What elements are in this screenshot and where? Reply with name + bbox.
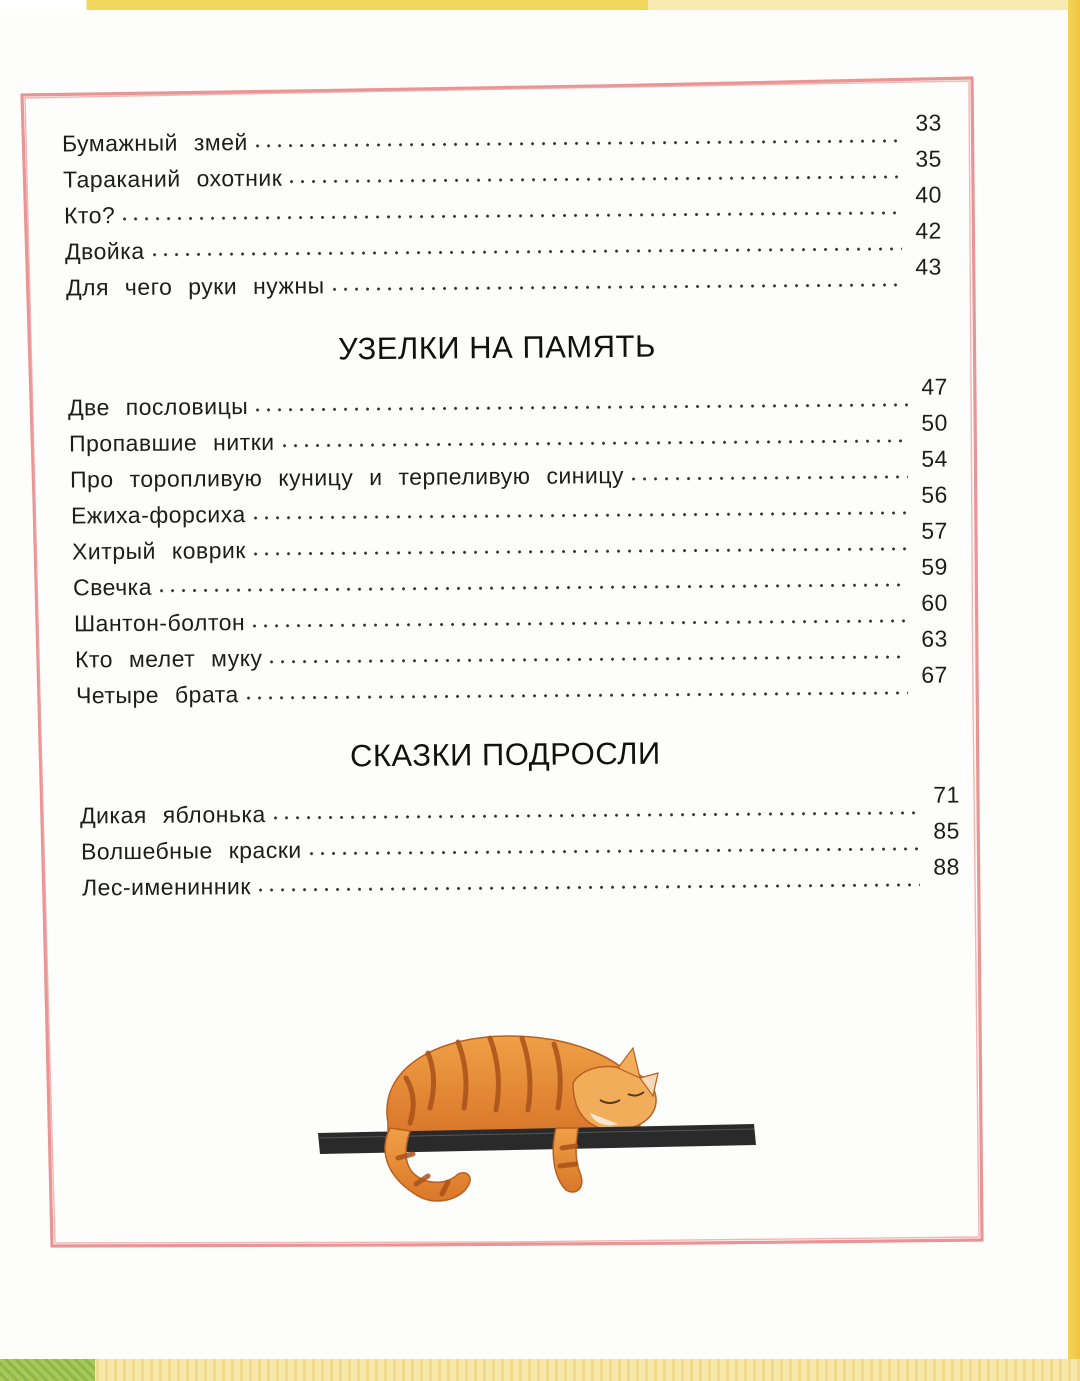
toc-entry-title: Две пословицы bbox=[67, 393, 249, 421]
toc-entry-title: Кто? bbox=[63, 202, 116, 229]
dot-leader bbox=[252, 402, 908, 413]
toc-entry-page: 56 bbox=[921, 481, 948, 508]
toc-entry-title: Бумажный змей bbox=[61, 128, 248, 157]
toc-entry-title: Ежиха-форсиха bbox=[70, 501, 246, 529]
dot-leader bbox=[255, 882, 920, 893]
toc-entry-title: Двойка bbox=[64, 237, 145, 265]
toc-entry[interactable] bbox=[75, 661, 948, 710]
dot-leader bbox=[250, 546, 908, 557]
dot-leader bbox=[156, 582, 908, 594]
toc-section-1 bbox=[62, 102, 942, 302]
toc-entry-page: 35 bbox=[915, 145, 942, 172]
toc-entry-page: 71 bbox=[933, 781, 960, 808]
dot-leader bbox=[249, 618, 908, 629]
toc-entry[interactable] bbox=[64, 217, 942, 266]
toc-entry-page: 63 bbox=[921, 625, 948, 652]
toc-entry-title: Для чего руки нужны bbox=[65, 272, 325, 301]
toc-entry-title: Лес-именинник bbox=[81, 873, 251, 901]
dot-leader bbox=[266, 654, 908, 665]
toc-entry-page: 59 bbox=[921, 553, 948, 580]
toc-entry-title: Четыре брата bbox=[75, 681, 239, 709]
dot-leader bbox=[243, 690, 908, 701]
toc-entry[interactable] bbox=[80, 817, 960, 866]
toc-entry-title: Дикая яблонька bbox=[79, 800, 266, 829]
dot-leader bbox=[119, 210, 902, 222]
section-heading: СКАЗКИ ПОДРОСЛИ bbox=[349, 735, 661, 774]
toc-entry-title: Волшебные краски bbox=[80, 836, 302, 865]
dot-leader bbox=[149, 246, 902, 258]
toc-entry-title: Кто мелет муку bbox=[74, 644, 263, 673]
toc-entry-title: Шантон-болтон bbox=[73, 609, 246, 637]
toc-entry-page: 85 bbox=[933, 817, 960, 844]
dot-leader bbox=[306, 846, 920, 857]
toc-entry[interactable] bbox=[68, 409, 948, 458]
toc-entry-title: Тараканий охотник bbox=[62, 164, 283, 193]
dot-leader bbox=[270, 810, 920, 821]
toc-section-3 bbox=[80, 772, 960, 902]
toc-entry-title: Свечка bbox=[72, 573, 153, 601]
toc-entry-page: 47 bbox=[921, 373, 948, 400]
toc-entry[interactable] bbox=[81, 853, 960, 902]
toc-entry[interactable] bbox=[70, 481, 948, 530]
toc-entry-page: 60 bbox=[921, 589, 948, 616]
toc-entry-title: Хитрый коврик bbox=[71, 537, 246, 565]
toc-entry[interactable] bbox=[73, 589, 948, 638]
toc-section-2 bbox=[68, 364, 948, 724]
toc-entry-page: 43 bbox=[915, 253, 942, 280]
dot-leader bbox=[628, 474, 908, 482]
top-edge bbox=[0, 0, 1080, 10]
toc-entry-page: 33 bbox=[915, 109, 942, 136]
toc-entry[interactable] bbox=[74, 625, 948, 674]
toc-entry-page: 40 bbox=[915, 181, 942, 208]
toc-entry[interactable] bbox=[69, 445, 948, 494]
toc-entry[interactable] bbox=[67, 373, 948, 422]
toc-entry[interactable] bbox=[65, 253, 942, 302]
dot-leader bbox=[252, 138, 902, 149]
toc-entry[interactable] bbox=[71, 517, 948, 566]
toc-entry-page: 50 bbox=[921, 409, 948, 436]
toc-entry-page: 88 bbox=[933, 853, 960, 880]
toc-entry[interactable] bbox=[72, 553, 948, 602]
toc-entry[interactable] bbox=[61, 109, 942, 158]
toc-entry-title: Про торопливую куницу и терпеливую синицу bbox=[69, 462, 625, 493]
toc-entry-page: 57 bbox=[921, 517, 948, 544]
toc-entry[interactable] bbox=[79, 781, 960, 830]
toc-entry[interactable] bbox=[63, 181, 942, 230]
book-cover-edge bbox=[1068, 0, 1080, 1381]
sleeping-cat-on-branch-illustration bbox=[318, 1028, 758, 1208]
bottom-edge bbox=[0, 1359, 1080, 1381]
dot-leader bbox=[329, 282, 902, 293]
section-heading: УЗЕЛКИ НА ПАМЯТЬ bbox=[337, 328, 656, 367]
dot-leader bbox=[250, 510, 908, 521]
toc-entry-page: 54 bbox=[921, 445, 948, 472]
toc-entry-title: Пропавшие нитки bbox=[68, 428, 275, 457]
toc-entry-page: 67 bbox=[921, 661, 948, 688]
toc-entry[interactable] bbox=[62, 145, 942, 194]
dot-leader bbox=[286, 174, 902, 185]
dot-leader bbox=[279, 438, 908, 449]
toc-entry-page: 42 bbox=[915, 217, 942, 244]
